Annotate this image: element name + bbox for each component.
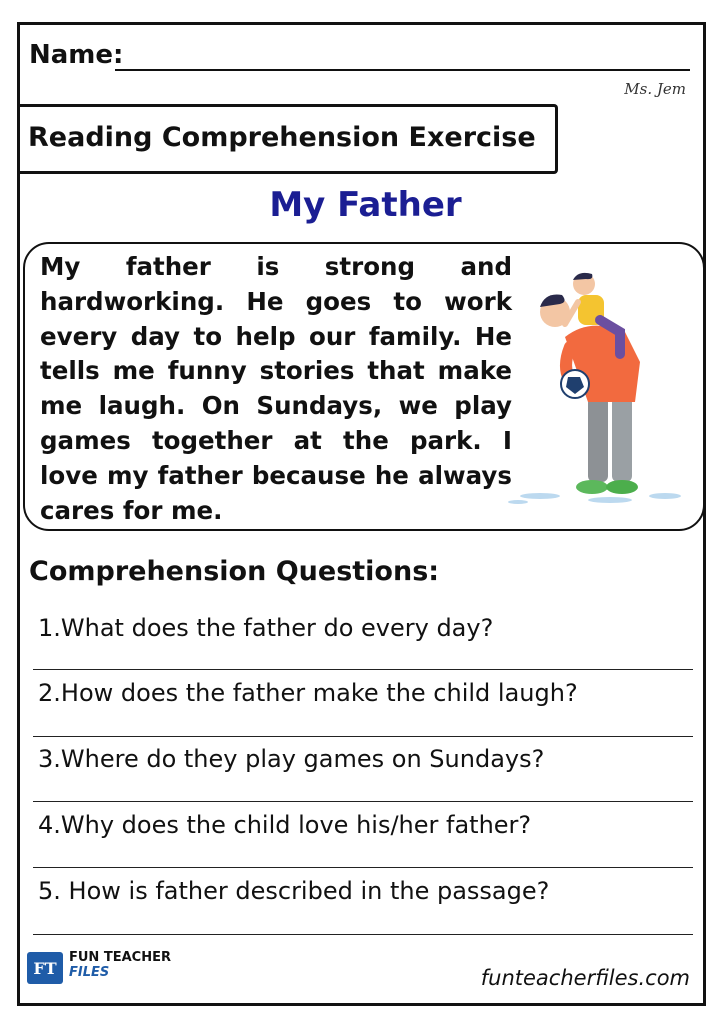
worksheet-title: Reading Comprehension Exercise <box>28 122 536 153</box>
question-1 <box>38 614 493 642</box>
question-number: 1. <box>38 614 61 642</box>
story-title: My Father <box>269 185 462 225</box>
brand-line-1: FUN TEACHER <box>69 950 171 965</box>
answer-line-3[interactable] <box>33 801 693 802</box>
website-link[interactable]: funteacherfiles.com <box>480 966 690 990</box>
fun-teacher-files-logo: FT <box>27 952 63 984</box>
question-number: 2. <box>38 679 61 707</box>
question-number: 4. <box>38 811 61 839</box>
answer-line-2[interactable] <box>33 736 693 737</box>
question-text: Where do they play games on Sundays? <box>60 745 545 773</box>
father-carrying-child-illustration <box>480 262 710 512</box>
question-text: How is father described in the passage? <box>60 877 550 905</box>
story-passage: My father is strong and hardworking. He goes to work every day to help our family. He tells me funny stories that make me laugh. On Sundays, we play games together at the park. I love my father because he always cares for me. <box>40 252 512 525</box>
question-4 <box>38 811 531 839</box>
question-5 <box>38 877 549 905</box>
question-text: What does the father do every day? <box>60 614 494 642</box>
question-text: Why does the child love his/her father? <box>60 811 532 839</box>
name-label: Name: <box>29 40 124 70</box>
brand-name <box>69 950 171 980</box>
answer-line-5[interactable] <box>33 934 693 935</box>
answer-line-1[interactable] <box>33 669 693 670</box>
author-signature: Ms. Jem <box>624 80 686 98</box>
answer-line-4[interactable] <box>33 867 693 868</box>
name-input-line[interactable] <box>115 69 690 71</box>
question-text: How does the father make the child laugh? <box>60 679 578 707</box>
question-2 <box>38 679 578 707</box>
question-3 <box>38 745 544 773</box>
brand-line-2: FILES <box>69 965 110 980</box>
questions-heading: Comprehension Questions: <box>29 556 440 587</box>
question-number: 3. <box>38 745 61 773</box>
question-number: 5. <box>38 877 61 905</box>
